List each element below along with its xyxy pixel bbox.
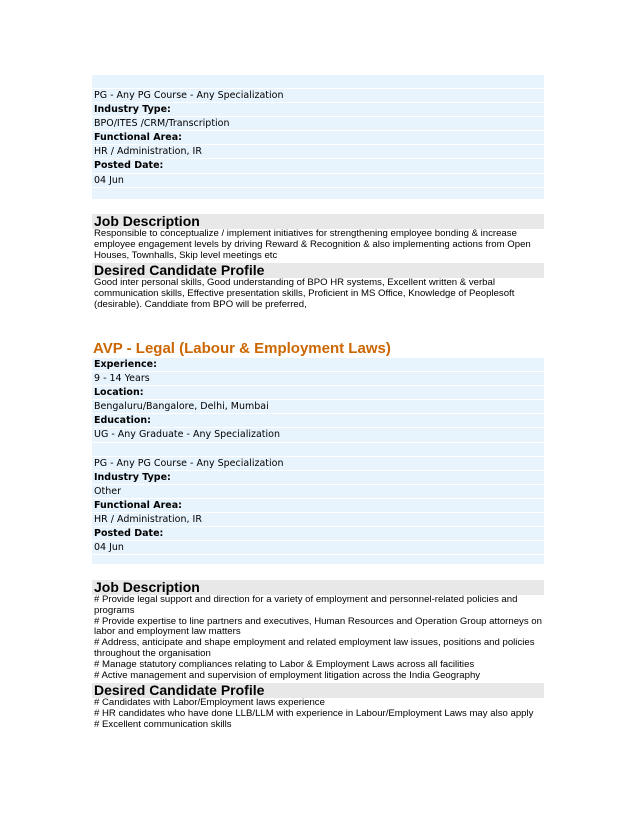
job2-profile-heading: Desired Candidate Profile — [92, 683, 544, 698]
job2-field-label: Experience: — [92, 358, 544, 372]
job1-field-value: PG - Any PG Course - Any Specialization — [92, 89, 544, 103]
job2-line: # HR candidates who have done LLB/LLM with experience in Labour/Employment Laws may also apply — [94, 707, 534, 719]
job1-job-description-section — [92, 214, 544, 261]
job2-field-label: Functional Area: — [92, 499, 544, 513]
job1-job-description-heading: Job Description — [92, 214, 544, 229]
job2-line: # Excellent communication skills — [94, 718, 232, 730]
job2-field-label: Location: — [92, 386, 544, 400]
job2-field-value: Bengaluru/Bangalore, Delhi, Mumbai — [92, 400, 544, 414]
job1-field-value: 04 Jun — [92, 174, 544, 188]
job2-field-value: Other — [92, 485, 544, 499]
job2-line: # Candidates with Labor/Employment laws experience — [94, 697, 325, 708]
job2-field-label: Education: — [92, 414, 544, 428]
job1-field-label: Functional Area: — [92, 131, 544, 145]
job2-job-description-text — [92, 595, 544, 681]
job2-line: # Manage statutory compliances relating to Labor & Employment Laws across all facilities — [94, 658, 475, 670]
job2-field-value: 04 Jun — [92, 541, 544, 555]
job2-field-value: UG - Any Graduate - Any Specialization — [92, 428, 544, 442]
job1-field-label: Posted Date: — [92, 159, 544, 173]
job1-field-value: BPO/ITES /CRM/Transcription — [92, 117, 544, 131]
job2-spacer-row — [92, 443, 544, 457]
job1-field-label: Industry Type: — [92, 103, 544, 117]
job2-job-description-section — [92, 580, 544, 681]
job1-details-spacer — [92, 75, 544, 89]
job1-field-value: HR / Administration, IR — [92, 145, 544, 159]
job2-profile-section — [92, 683, 544, 730]
job2-details-table — [92, 358, 544, 564]
job2-field-value: 9 - 14 Years — [92, 372, 544, 386]
job2-field-value: HR / Administration, IR — [92, 513, 544, 527]
job2-line: # Provide expertise to line partners and executives, Human Resources and Operation Group attorneys on labor and employment law matters — [94, 615, 542, 638]
job2-job-description-heading: Job Description — [92, 580, 544, 595]
job1-profile-heading: Desired Candidate Profile — [92, 263, 544, 278]
job2-field-label: Industry Type: — [92, 471, 544, 485]
job1-profile-section — [92, 263, 544, 310]
job2-title-link[interactable]: AVP - Legal (Labour & Employment Laws) — [93, 340, 391, 357]
job2-line: # Active management and supervision of employment litigation across the India Geography — [94, 669, 481, 681]
job1-details-table — [92, 75, 544, 199]
job1-profile-text: Good inter personal skills, Good understanding of BPO HR systems, Excellent written & verbal communication skills, Effective presentation skills, Proficient in MS Office, Knowledge of Peoplesoft (desirable). Canddiate from BPO will be preferred, — [94, 277, 515, 310]
job2-line: # Provide legal support and direction for a variety of employment and personnel-related policies and programs — [94, 594, 518, 616]
job2-line: # Address, anticipate and shape employment and related employment law issues, positions and policies throughout the organisation — [94, 637, 535, 659]
job1-job-description-text: Responsible to conceptualize / implement initiatives for strengthening employee bonding & increase employee engagement levels by driving Reward & Recognition & also implementing actions from Open Houses, Townhalls, Skip level meetings etc — [94, 228, 531, 261]
job2-field-value: PG - Any PG Course - Any Specialization — [92, 457, 544, 471]
job2-profile-text — [92, 698, 544, 730]
job2-field-label: Posted Date: — [92, 527, 544, 541]
